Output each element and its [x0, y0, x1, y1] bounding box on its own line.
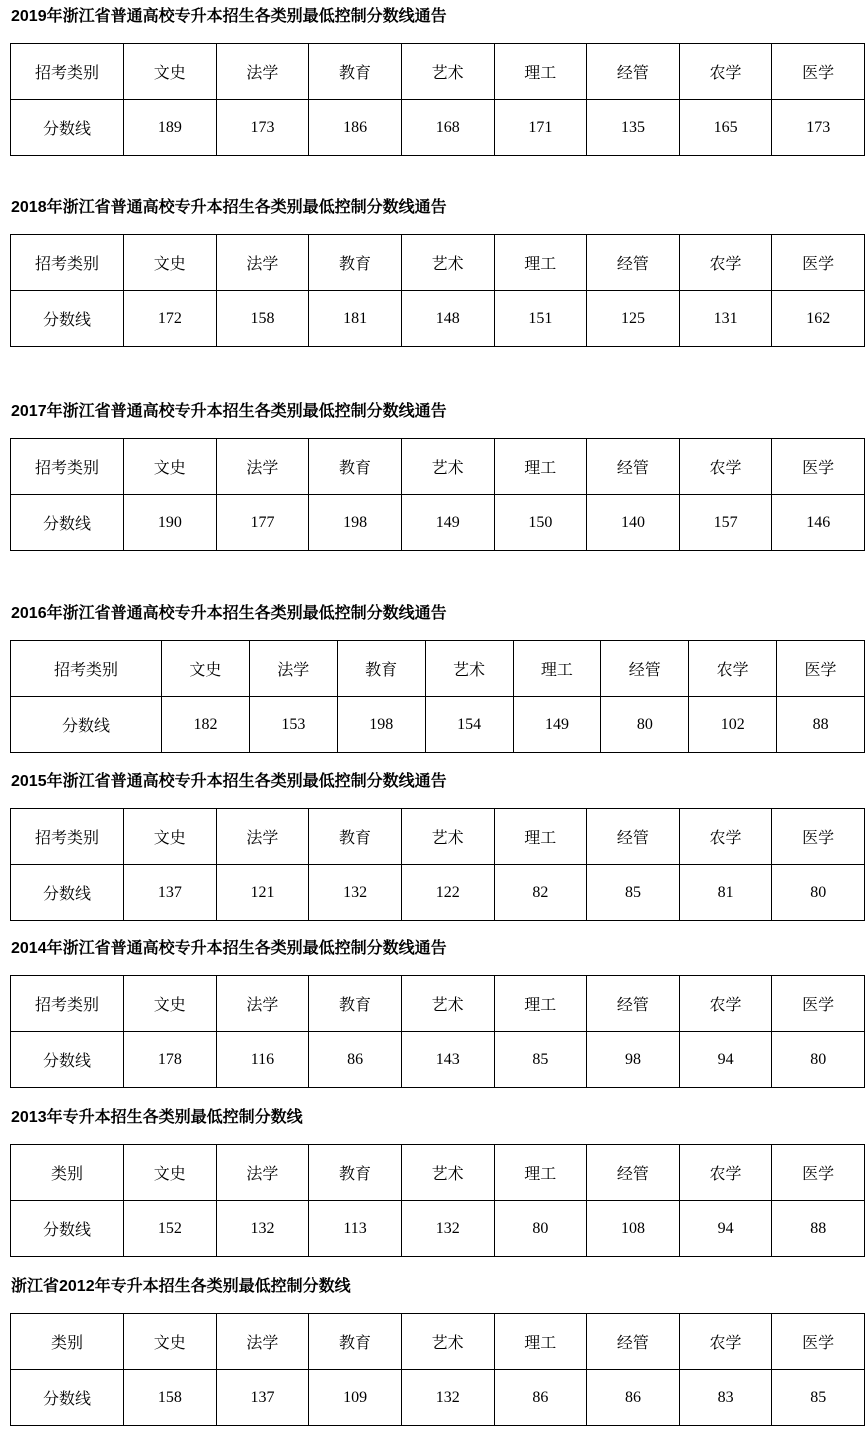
- section-title: 2018年浙江省普通高校专升本招生各类别最低控制分数线通告: [11, 199, 447, 216]
- header-row: [11, 976, 865, 1032]
- table-body: [11, 641, 865, 753]
- column-header-cell: 教育: [309, 809, 402, 865]
- score-row: [11, 865, 865, 921]
- score-section: [10, 1277, 865, 1426]
- score-table: [10, 234, 865, 347]
- table-body: [11, 809, 865, 921]
- section-title: 2014年浙江省普通高校专升本招生各类别最低控制分数线通告: [11, 940, 447, 957]
- score-cell: 98: [587, 1032, 680, 1088]
- score-cell: 148: [401, 291, 494, 347]
- column-header-cell: 经管: [587, 1145, 680, 1201]
- table-body: [11, 439, 865, 551]
- score-row: [11, 1032, 865, 1088]
- score-cell: 168: [401, 100, 494, 156]
- category-header-cell: 招考类别: [11, 439, 124, 495]
- column-header-cell: 文史: [124, 809, 217, 865]
- column-header-cell: 经管: [587, 44, 680, 100]
- column-header-cell: 理工: [494, 1314, 587, 1370]
- score-section: [10, 939, 865, 1088]
- score-cell: 158: [124, 1370, 217, 1426]
- column-header-cell: 医学: [772, 1145, 865, 1201]
- column-header-cell: 经管: [587, 976, 680, 1032]
- score-cell: 173: [216, 100, 309, 156]
- score-cell: 149: [401, 495, 494, 551]
- column-header-cell: 文史: [124, 1314, 217, 1370]
- column-header-cell: 理工: [494, 1145, 587, 1201]
- column-header-cell: 文史: [124, 976, 217, 1032]
- header-row: [11, 439, 865, 495]
- score-cell: 82: [494, 865, 587, 921]
- column-header-cell: 教育: [337, 641, 425, 697]
- score-cell: 85: [587, 865, 680, 921]
- score-row: [11, 1201, 865, 1257]
- column-header-cell: 医学: [772, 235, 865, 291]
- score-cell: 162: [772, 291, 865, 347]
- row-label-cell: 分数线: [11, 291, 124, 347]
- score-cell: 132: [216, 1201, 309, 1257]
- column-header-cell: 医学: [772, 809, 865, 865]
- score-cell: 80: [494, 1201, 587, 1257]
- score-cell: 80: [772, 865, 865, 921]
- score-cell: 109: [309, 1370, 402, 1426]
- category-header-cell: 招考类别: [11, 809, 124, 865]
- score-cell: 198: [309, 495, 402, 551]
- score-cell: 135: [587, 100, 680, 156]
- score-cell: 158: [216, 291, 309, 347]
- category-header-cell: 类别: [11, 1314, 124, 1370]
- score-cell: 122: [401, 865, 494, 921]
- score-section: [10, 772, 865, 921]
- score-cell: 146: [772, 495, 865, 551]
- score-cell: 102: [689, 697, 777, 753]
- score-cell: 88: [777, 697, 865, 753]
- score-cell: 94: [679, 1201, 772, 1257]
- score-cell: 131: [679, 291, 772, 347]
- column-header-cell: 教育: [309, 1145, 402, 1201]
- table-body: [11, 44, 865, 156]
- score-cell: 137: [216, 1370, 309, 1426]
- score-cell: 132: [401, 1201, 494, 1257]
- column-header-cell: 医学: [772, 439, 865, 495]
- score-cell: 154: [425, 697, 513, 753]
- column-header-cell: 文史: [124, 439, 217, 495]
- column-header-cell: 文史: [124, 1145, 217, 1201]
- score-row: [11, 697, 865, 753]
- score-cell: 177: [216, 495, 309, 551]
- score-cell: 83: [679, 1370, 772, 1426]
- header-row: [11, 1314, 865, 1370]
- score-cell: 189: [124, 100, 217, 156]
- column-header-cell: 农学: [679, 439, 772, 495]
- score-cell: 151: [494, 291, 587, 347]
- column-header-cell: 农学: [679, 809, 772, 865]
- score-cell: 88: [772, 1201, 865, 1257]
- score-cell: 182: [162, 697, 250, 753]
- column-header-cell: 农学: [679, 44, 772, 100]
- column-header-cell: 艺术: [425, 641, 513, 697]
- column-header-cell: 文史: [124, 235, 217, 291]
- section-title: 2019年浙江省普通高校专升本招生各类别最低控制分数线通告: [11, 8, 447, 25]
- column-header-cell: 经管: [587, 235, 680, 291]
- column-header-cell: 法学: [216, 44, 309, 100]
- table-body: [11, 976, 865, 1088]
- score-cell: 80: [601, 697, 689, 753]
- column-header-cell: 经管: [601, 641, 689, 697]
- header-row: [11, 1145, 865, 1201]
- section-title: 2013年专升本招生各类别最低控制分数线: [11, 1109, 303, 1126]
- column-header-cell: 医学: [772, 976, 865, 1032]
- column-header-cell: 理工: [494, 809, 587, 865]
- score-section: [10, 1108, 865, 1257]
- score-row: [11, 495, 865, 551]
- score-cell: 150: [494, 495, 587, 551]
- section-title: 2015年浙江省普通高校专升本招生各类别最低控制分数线通告: [11, 773, 447, 790]
- category-header-cell: 招考类别: [11, 44, 124, 100]
- column-header-cell: 理工: [513, 641, 601, 697]
- score-cell: 85: [772, 1370, 865, 1426]
- table-body: [11, 1145, 865, 1257]
- score-cell: 152: [124, 1201, 217, 1257]
- row-label-cell: 分数线: [11, 1201, 124, 1257]
- column-header-cell: 艺术: [401, 44, 494, 100]
- column-header-cell: 理工: [494, 44, 587, 100]
- score-cell: 140: [587, 495, 680, 551]
- row-label-cell: 分数线: [11, 865, 124, 921]
- column-header-cell: 农学: [679, 1145, 772, 1201]
- score-cell: 157: [679, 495, 772, 551]
- score-section: [10, 198, 865, 347]
- score-cell: 172: [124, 291, 217, 347]
- column-header-cell: 经管: [587, 439, 680, 495]
- column-header-cell: 医学: [772, 44, 865, 100]
- column-header-cell: 艺术: [401, 976, 494, 1032]
- column-header-cell: 法学: [216, 809, 309, 865]
- column-header-cell: 教育: [309, 976, 402, 1032]
- score-section: [10, 402, 865, 551]
- column-header-cell: 艺术: [401, 809, 494, 865]
- score-row: [11, 291, 865, 347]
- score-cell: 125: [587, 291, 680, 347]
- column-header-cell: 艺术: [401, 235, 494, 291]
- score-row: [11, 100, 865, 156]
- column-header-cell: 农学: [679, 1314, 772, 1370]
- score-table: [10, 808, 865, 921]
- row-label-cell: 分数线: [11, 495, 124, 551]
- score-cell: 81: [679, 865, 772, 921]
- column-header-cell: 医学: [772, 1314, 865, 1370]
- score-table: [10, 43, 865, 156]
- column-header-cell: 法学: [216, 235, 309, 291]
- category-header-cell: 招考类别: [11, 235, 124, 291]
- column-header-cell: 法学: [216, 1314, 309, 1370]
- score-cell: 80: [772, 1032, 865, 1088]
- category-header-cell: 招考类别: [11, 641, 162, 697]
- score-table: [10, 1144, 865, 1257]
- column-header-cell: 文史: [124, 44, 217, 100]
- table-body: [11, 235, 865, 347]
- column-header-cell: 教育: [309, 44, 402, 100]
- score-cell: 181: [309, 291, 402, 347]
- score-cell: 190: [124, 495, 217, 551]
- score-cell: 178: [124, 1032, 217, 1088]
- score-cell: 86: [309, 1032, 402, 1088]
- score-cell: 86: [494, 1370, 587, 1426]
- score-cell: 186: [309, 100, 402, 156]
- row-label-cell: 分数线: [11, 1032, 124, 1088]
- column-header-cell: 艺术: [401, 1314, 494, 1370]
- score-cell: 94: [679, 1032, 772, 1088]
- score-cell: 137: [124, 865, 217, 921]
- score-cell: 132: [309, 865, 402, 921]
- column-header-cell: 经管: [587, 809, 680, 865]
- score-section: [10, 7, 865, 156]
- score-cell: 143: [401, 1032, 494, 1088]
- row-label-cell: 分数线: [11, 697, 162, 753]
- score-cell: 198: [337, 697, 425, 753]
- score-section: [10, 604, 865, 753]
- section-title: 2017年浙江省普通高校专升本招生各类别最低控制分数线通告: [11, 403, 447, 420]
- column-header-cell: 医学: [777, 641, 865, 697]
- section-title: 浙江省2012年专升本招生各类别最低控制分数线: [11, 1278, 351, 1295]
- column-header-cell: 教育: [309, 1314, 402, 1370]
- score-cell: 108: [587, 1201, 680, 1257]
- score-cell: 132: [401, 1370, 494, 1426]
- score-cell: 173: [772, 100, 865, 156]
- column-header-cell: 法学: [216, 439, 309, 495]
- column-header-cell: 法学: [216, 1145, 309, 1201]
- column-header-cell: 教育: [309, 235, 402, 291]
- score-cell: 113: [309, 1201, 402, 1257]
- score-cell: 116: [216, 1032, 309, 1088]
- score-cell: 85: [494, 1032, 587, 1088]
- score-cell: 149: [513, 697, 601, 753]
- row-label-cell: 分数线: [11, 100, 124, 156]
- column-header-cell: 理工: [494, 976, 587, 1032]
- header-row: [11, 809, 865, 865]
- score-cell: 153: [249, 697, 337, 753]
- score-cell: 171: [494, 100, 587, 156]
- column-header-cell: 理工: [494, 439, 587, 495]
- score-table: [10, 975, 865, 1088]
- section-title: 2016年浙江省普通高校专升本招生各类别最低控制分数线通告: [11, 605, 447, 622]
- column-header-cell: 理工: [494, 235, 587, 291]
- column-header-cell: 法学: [216, 976, 309, 1032]
- score-table: [10, 1313, 865, 1426]
- header-row: [11, 44, 865, 100]
- column-header-cell: 文史: [162, 641, 250, 697]
- column-header-cell: 农学: [689, 641, 777, 697]
- table-body: [11, 1314, 865, 1426]
- score-table: [10, 640, 865, 753]
- score-cell: 86: [587, 1370, 680, 1426]
- column-header-cell: 农学: [679, 976, 772, 1032]
- header-row: [11, 641, 865, 697]
- category-header-cell: 类别: [11, 1145, 124, 1201]
- category-header-cell: 招考类别: [11, 976, 124, 1032]
- column-header-cell: 法学: [249, 641, 337, 697]
- score-table: [10, 438, 865, 551]
- column-header-cell: 教育: [309, 439, 402, 495]
- score-cell: 121: [216, 865, 309, 921]
- column-header-cell: 艺术: [401, 439, 494, 495]
- score-row: [11, 1370, 865, 1426]
- header-row: [11, 235, 865, 291]
- row-label-cell: 分数线: [11, 1370, 124, 1426]
- score-cell: 165: [679, 100, 772, 156]
- column-header-cell: 经管: [587, 1314, 680, 1370]
- column-header-cell: 农学: [679, 235, 772, 291]
- column-header-cell: 艺术: [401, 1145, 494, 1201]
